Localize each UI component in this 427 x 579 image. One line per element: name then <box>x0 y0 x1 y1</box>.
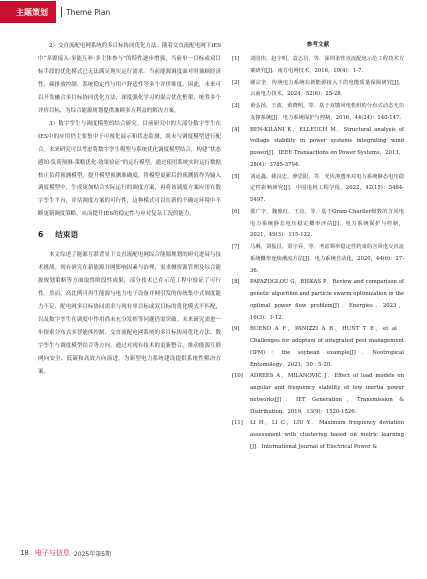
page-number: 18 <box>20 549 29 557</box>
body-paragraph: 3）数字孪生与调度模型的结合研究。目前研究中的大部分数字孪生在IES中的应用仍主要集中于可视化展示和状态监测，尚未与调度模型进行配合。未来研究可以考虑将数字孪生模型与系统优化调度模型结合，构建“状态感知-负荷预测-策略优化-效果验证”的运行模型。通过使用系统实时运行数据校正负荷预测模型，提升模型预测准确度，将模型更新后的预测值作为输入调度模型中，生成更加贴合实际运行的调度方案，再将该调度方案应用在数字孪生平台，评估调度方案的可行性，这种模式可以在新的不确定环境中不断更新调度策略，从而提升IES的稳定性与应对复杂工况的能力。 <box>38 120 221 218</box>
header-divider <box>61 7 62 17</box>
section-title: 结束语 <box>55 230 79 240</box>
reference-text: 刘国伟，赵宇明，袁志昌，等．深圳柔性直流配电示范工程技术方案研究[J]．南方电网技术，2016，10(4)：1-7. <box>250 56 404 74</box>
reference-text: 那广宇，魏俊红，王亮，等．基于Gram-Charlier级数的含风电电力系统静态电压稳定概率评估[J]．电力系统保护与控制，2021，49(3)：115-122. <box>250 208 404 239</box>
reference-text: PAPAZOGLOU G，BISKAS P．Review and comparison of genetic algorithm and particle swarm optimization in the optimal power flow problem[J]．Energies，2023，16(3)：1-12. <box>250 279 404 321</box>
reference-number: [11] <box>232 420 243 427</box>
page-footer <box>20 546 111 560</box>
reference-number: [4] <box>232 126 240 133</box>
reference-text: 谢宗奎．传统电力系统在新能源接入下的电能质量保障研究[J]．云南电力技术，2024，52(6)：25-28. <box>250 79 404 98</box>
reference-item <box>232 54 404 78</box>
reference-number: [7] <box>232 244 240 250</box>
reference-item <box>232 418 404 453</box>
reference-number: [5] <box>232 173 240 180</box>
page-header <box>0 0 427 24</box>
references-column <box>232 40 404 454</box>
issue-label: 2025年第5期 <box>73 550 112 558</box>
reference-text: LI H，LI C，LIU Y．Maximum frequency deviation assessment with clustering based on metric learning [J]．International Journal of Electrical Power & <box>250 420 404 450</box>
reference-text: 刘运鑫，姚良忠，廖思阳，等．光伏渗透率对电力系统静态电压稳定性影响研究[J]．中国电机工程学报，2022，42(15)：5484-5497. <box>250 173 404 203</box>
reference-item <box>232 78 404 102</box>
reference-item <box>232 125 404 172</box>
body-paragraph: 2）交直流配电网系统的多目标协同优化方法。随着交直流配电网下IES中“多源接入-多能互补-多主体参与”的特性逐步增强，当前单一目标或双目标手段的优化模式已无法满足现实运行需求。当前能源调度面对时兼顾经济性、碳排放控制、系统稳定性与用户舒适性等多个评价维度。因此，未来可以开发融合多目标协同优化方法，深度强化学习的混合优化框架，统筹多个评价目标，为综合能源规划提供兼顾多方利益的解决方案。 <box>38 43 221 114</box>
reference-text: 马琳，刘振昌，贾宇乔，等．考虑频率稳定性约束的含风电交直流系统概率连续潮流方法[J]．电力系统自动化，2020，44(6)：27-36. <box>250 244 404 274</box>
reference-text: 黄弘扬，王波，黄晓明，等．基于双馈风电机组的分布式动态无功支撑系统[J]．电力系统保护与控制，2016，44(24)：140-147. <box>250 103 404 121</box>
left-column <box>38 40 221 379</box>
reference-number: [9] <box>232 326 240 333</box>
reference-number: [3] <box>232 103 240 109</box>
reference-text: BEN-KILANI K，ELLEUCH M．Structural analysis of voltage stability in power systems integrating wind power[J]．IEEE Transactions on Power Systems，2013，28(4)：3785-3794. <box>250 126 404 168</box>
section-number: 6 <box>38 230 44 240</box>
reference-item <box>232 242 404 277</box>
reference-item <box>232 324 404 371</box>
section-heading <box>38 228 221 242</box>
section-label: 主题策划 <box>0 1 56 23</box>
reference-number: [8] <box>232 279 240 286</box>
reference-text: ADREES A，MILANOVIĆ J．Effect of load models on angular and frequency stability of low inertia power networks[J]．IET Generation，Transmission & Distribution，2019，13(9)：1520-1526. <box>250 373 404 415</box>
reference-number: [2] <box>232 79 240 86</box>
theme-label: Theme Plan <box>66 7 111 17</box>
conclusion-paragraph: 本文综述了能源互联背景下交直流配电网综合能源规划的研究进展与技术挑战。现有研究在新能源并网影响因素与治理、需求侧资源管理及综合能源规划策略等方面取得阶段性成果，部分技术已在示范工程中验证了可行性。然而，高比例可再生能源与电力电子设备并网引发的传统集中式调度能力不足、配电网多目标协同需求与现有单目标或双目标的优化模式不匹配，以及数字孪生在调度中作用尚未充分发挥等问题仍需突破。未来研究需进一步探索分布式多智能体控制、交直流配电网系统的多目标协同优化方法、数字孪生与调度模型结合等方向。通过对现有技术的更新整合，推动能源互联网向安全、低碳和高效方向演进，为新型电力系统建设提供系统性解决方案。 <box>38 252 221 375</box>
reference-text: BUENO A F，PANIZZI A R，HUNT T E，et al．Challenges for adoption of integrated pest management (IPM)：the soybean example[J]．Neotropical Entomology，2021，50：5-20. <box>250 326 404 368</box>
journal-logo-text: 电子与信息 <box>34 549 70 557</box>
reference-item <box>232 172 404 207</box>
reference-item <box>232 371 404 418</box>
reference-item <box>232 101 404 125</box>
references-title: 参考文献 <box>306 42 330 48</box>
reference-item <box>232 207 404 242</box>
reference-number: [1] <box>232 56 240 62</box>
journal-logo <box>35 548 70 558</box>
reference-number: [10] <box>232 373 243 380</box>
reference-item <box>232 277 404 324</box>
reference-number: [6] <box>232 208 240 215</box>
